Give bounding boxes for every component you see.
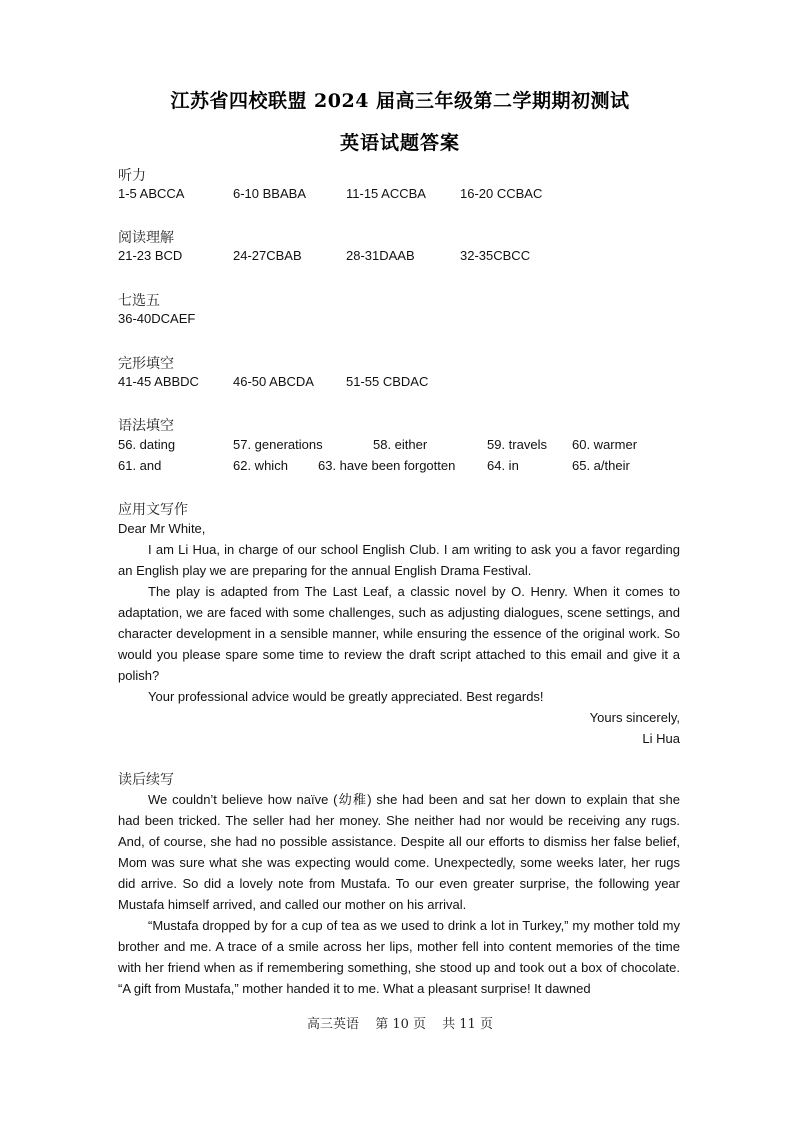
grammar-answer: 64. in [487,458,519,473]
answer-group: 41-45 ABBDC [118,374,199,389]
section-heading-seven-five: 七选五 [118,293,160,309]
answer-group: 24-27CBAB [233,248,302,263]
section-heading-grammar: 语法填空 [118,418,174,434]
letter-signature: Li Hua [642,731,680,746]
answer-group: 28-31DAAB [346,248,415,263]
continuation-paragraph: We couldn’t believe how naïve (幼稚) she had been and sat her down to explain that she had been tricked. The seller had her money. She neither had nor would be receiving any rugs. And, of course, she had no possible assistance. Despite all our efforts to dismiss her false belief, Mom was sure what she was expecting would come. Unexpectedly, some weeks later, her rugs did arrive. So did a lovely note from Mustafa. To our even greater surprise, the following year Mustafa himself arrived, and called our mother on his arrival. [118,792,680,912]
footer-total-pages: 共 11 页 [442,1017,493,1032]
answer-group: 46-50 ABCDA [233,374,314,389]
answer-group: 1-5 ABCCA [118,186,185,201]
answer-group: 32-35CBCC [460,248,531,263]
letter-salutation: Dear Mr White, [118,521,206,536]
answer-group: 11-15 ACCBA [346,186,426,201]
page-footer [0,1013,800,1032]
footer-subject: 高三英语 [307,1017,360,1032]
answer-group: 6-10 BBABA [233,186,306,201]
page-title: 江苏省四校联盟 2024 届高三年级第二学期期初测试 [170,90,630,112]
page-subtitle: 英语试题答案 [339,132,460,154]
grammar-answer: 57. generations [233,437,323,452]
model-letter [118,518,680,749]
grammar-answer: 61. and [118,458,162,473]
continuation-paragraph: “Mustafa dropped by for a cup of tea as we used to drink a lot in Turkey,” my mother told my brother and me. A trace of a smile across her lips, mother fell into content memories of the time with her friend when as if remembering something, she stood up and took out a box of chocolate. “A gift from Mustafa,” mother handed it to me. What a pleasant surprise! It dawned [118,918,680,996]
answer-group: 16-20 CCBAC [460,186,543,201]
grammar-answer: 60. warmer [572,437,638,452]
grammar-answer: 62. which [233,458,288,473]
letter-closing: Yours sincerely, [589,710,680,725]
grammar-answer: 58. either [373,437,428,452]
letter-paragraph: The play is adapted from The Last Leaf, a classic novel by O. Henry. When it comes to adaptation, we are faced with some challenges, such as adjusting dialogues, scene settings, and character development in a sensible manner, while ensuring the essence of the original work. So would you please spare some time to review the draft script attached to this email and give it a polish? [118,584,680,683]
letter-paragraph: I am Li Hua, in charge of our school English Club. I am writing to ask you a favor regarding an English play we are preparing for the annual English Drama Festival. [118,542,680,578]
grammar-answer: 65. a/their [572,458,630,473]
grammar-answer: 56. dating [118,437,176,452]
section-heading-continuation: 读后续写 [118,772,174,788]
section-heading-listening: 听力 [118,168,146,184]
section-heading-reading: 阅读理解 [118,230,174,246]
footer-page-number: 第 10 页 [375,1017,426,1032]
answer-group: 36-40DCAEF [118,311,196,326]
letter-paragraph: Your professional advice would be greatly appreciated. Best regards! [148,689,544,704]
grammar-answer: 63. have been forgotten [318,458,456,473]
answer-group: 21-23 BCD [118,248,183,263]
section-heading-cloze: 完形填空 [118,356,174,372]
answer-group: 51-55 CBDAC [346,374,429,389]
section-heading-writing: 应用文写作 [118,502,188,518]
continuation-text [118,789,680,999]
grammar-answer: 59. travels [487,437,547,452]
